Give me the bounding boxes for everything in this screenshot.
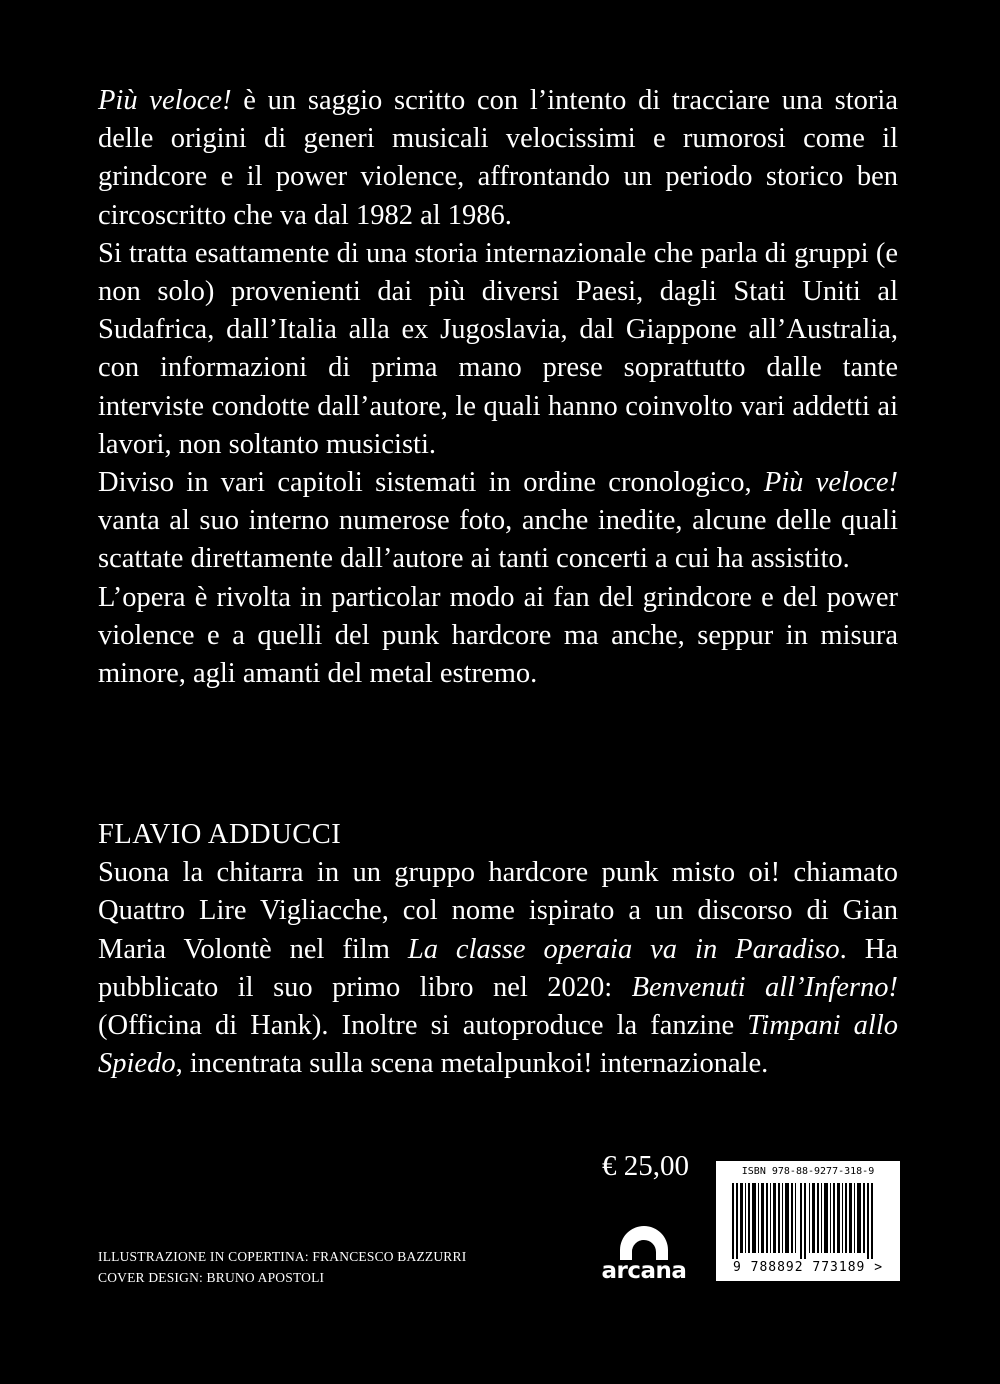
- illustration-credit: ILLUSTRAZIONE IN COPERTINA: FRANCESCO BAZZURRI: [98, 1249, 467, 1264]
- cover-credits: [98, 1246, 466, 1288]
- author-bio: Suona la chitarra in un gruppo hardcore punk misto oi! chiamato Quattro Lire Vigliacche, col nome ispirato a un discorso di Gian Maria Volontè nel film La classe operaia va in Paradiso. Ha pubblicato il suo primo libro nel 2020: Benvenuti all’Inferno! (Officina di Hank). Inoltre si autoproduce la fanzine Timpani allo Spiedo, incentrata sulla scena metalpunkoi! internazionale.: [98, 857, 898, 1080]
- blurb-paragraph-4: L’opera è rivolta in particolar modo ai fan del grindcore e del power violence e a quelli del punk hardcore ma anche, seppur in misura minore, agli amanti del metal estremo.: [98, 581, 898, 690]
- blurb-paragraph-2: Si tratta esattamente di una storia internazionale che parla di gruppi (e non solo) provenienti dai più diversi Paesi, dagli Stati Uniti al Sudafrica, dall’Italia alla ex Jugoslavia, dal Giappone all’Australia, con informazioni di prima mano prese soprattutto dalle tante interviste condotte dall’autore, le quali hanno coinvolto vari addetti ai lavori, non soltanto musicisti.: [98, 237, 898, 460]
- author-section: [98, 816, 898, 1083]
- barcode-bars: [722, 1183, 894, 1259]
- blurb-paragraph-1: Più veloce! è un saggio scritto con l’intento di tracciare una storia delle origini di generi musicali velocissimi e rumorosi come il grindcore e il power violence, affrontando un periodo storico ben circoscritto che va dal 1982 al 1986.: [98, 85, 898, 231]
- fanzine-title: Timpani allo Spiedo: [98, 1010, 898, 1080]
- arcana-arch-logo-icon: [598, 1226, 690, 1260]
- book-title-italic: Più veloce!: [763, 467, 898, 499]
- publisher-logo: [598, 1226, 690, 1286]
- blurb-paragraph-3: Diviso in vari capitoli sistemati in ordine cronologico, Più veloce! vanta al suo interno numerose foto, anche inedite, alcune delle quali scattate direttamente dall’autore ai tanti concerti a cui ha assistito.: [98, 467, 898, 575]
- design-credit: COVER DESIGN: BRUNO APOSTOLI: [98, 1270, 325, 1285]
- price-label: € 25,00: [602, 1150, 689, 1182]
- first-book-title: Benvenuti all’Inferno!: [631, 971, 898, 1003]
- isbn-label: ISBN 978-88-9277-318-9: [741, 1166, 875, 1177]
- barcode-digits: 9 788892 773189 >: [732, 1260, 884, 1275]
- back-cover-blurb: [98, 82, 898, 693]
- book-title-italic: Più veloce!: [98, 85, 232, 116]
- publisher-name: arcana: [601, 1258, 687, 1284]
- author-name: FLAVIO ADDUCCI: [98, 819, 342, 850]
- isbn-barcode: [716, 1161, 900, 1281]
- film-title: La classe operaia va in Paradiso: [407, 933, 840, 965]
